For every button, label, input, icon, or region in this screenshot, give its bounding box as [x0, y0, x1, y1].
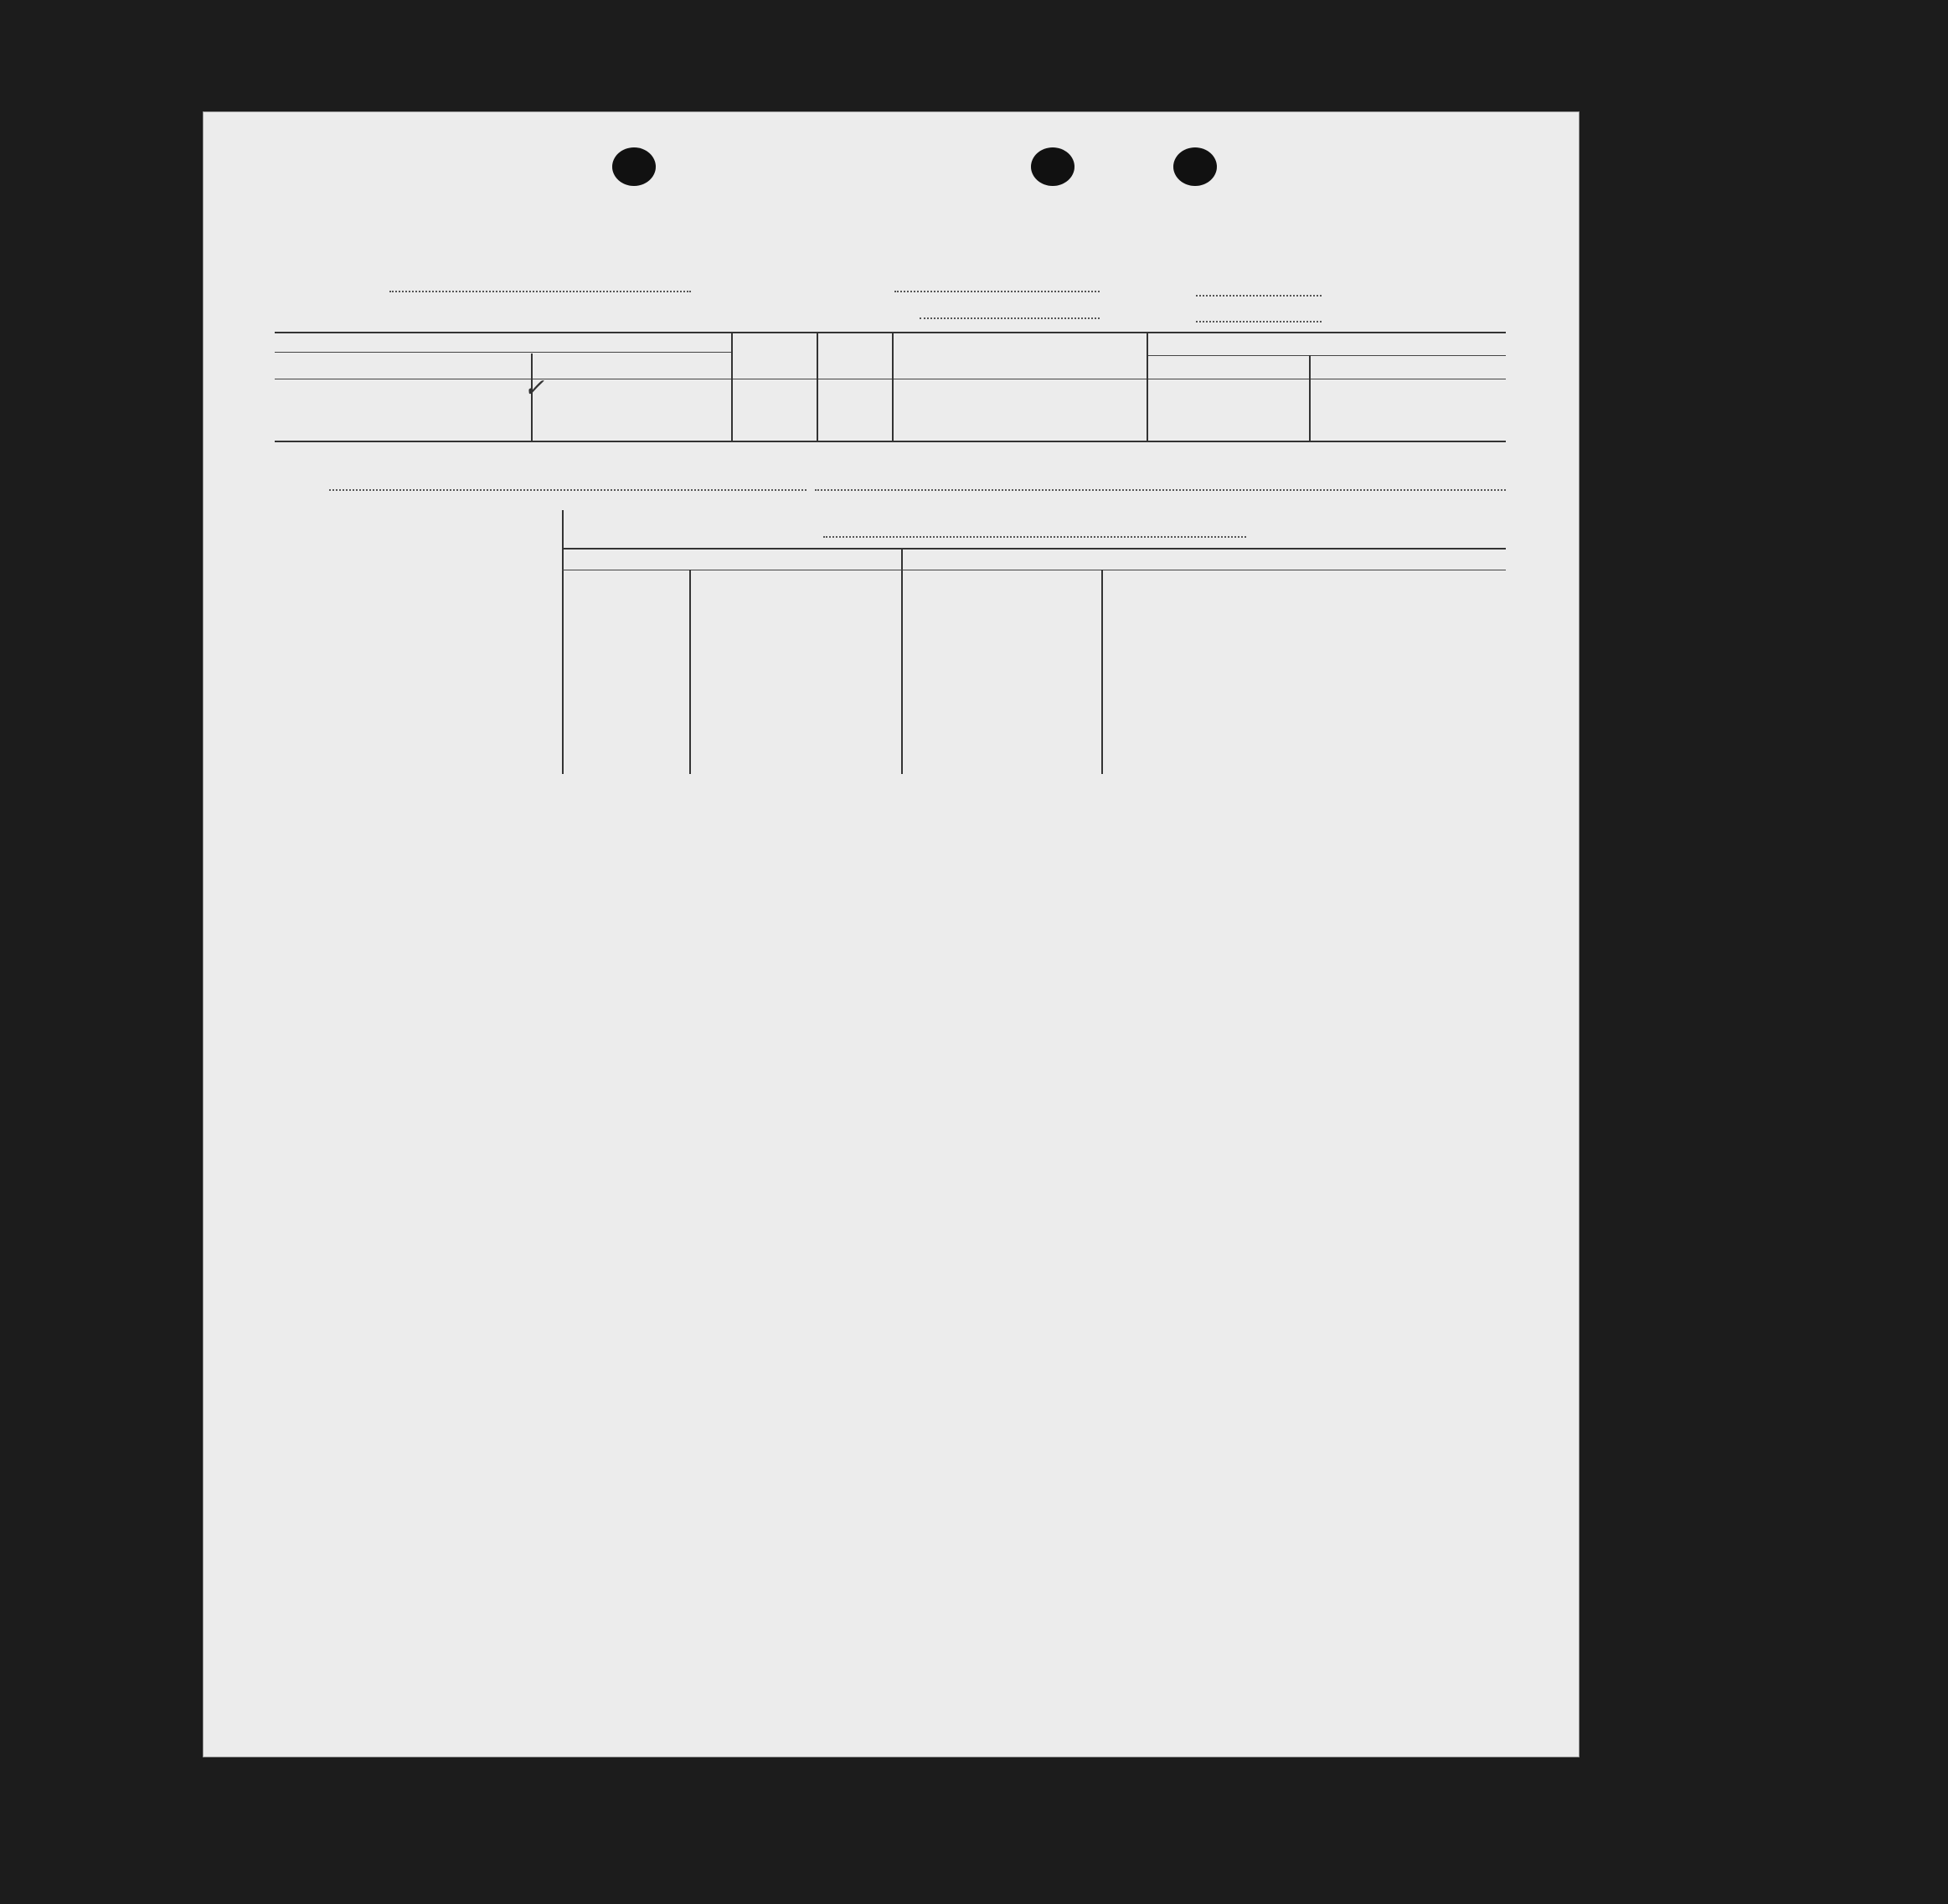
- punch-hole: [1031, 147, 1074, 186]
- punch-hole: [1173, 147, 1217, 186]
- check-mark: ✓: [523, 374, 545, 403]
- form-sheet: [204, 112, 1579, 1757]
- punch-hole: [612, 147, 656, 186]
